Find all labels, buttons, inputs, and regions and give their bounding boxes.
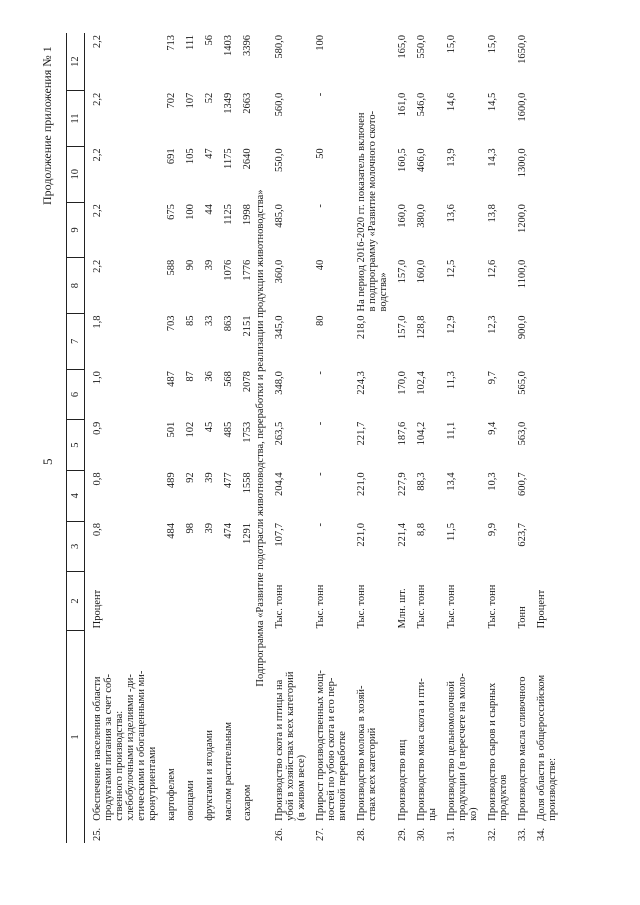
- cell-value: 1600,0: [517, 92, 528, 122]
- cell-value: 39: [204, 472, 215, 483]
- cell-value: 1403: [223, 35, 234, 56]
- cell-value: 157,0: [397, 259, 408, 284]
- cell-value: [529, 258, 559, 314]
- cell-value: 702: [166, 92, 177, 109]
- cell-value: 102,4: [416, 371, 427, 395]
- cell-value: 8,8: [416, 523, 427, 537]
- row-number: 29.: [397, 827, 408, 841]
- table-row: [510, 33, 529, 843]
- row-number: [159, 823, 178, 843]
- cell-value: 160,0: [416, 259, 427, 284]
- table-row: [308, 33, 349, 843]
- cell-value: 88,3: [416, 472, 427, 491]
- cell-value: 52: [204, 92, 215, 104]
- cell-value: 691: [166, 148, 177, 165]
- cell-value: [529, 420, 559, 471]
- row-name-line: кронутриентами: [147, 746, 158, 821]
- row-name-line: Производство скота и птицы на: [274, 679, 285, 821]
- cell-value: 39: [204, 259, 215, 271]
- row-unit: [216, 572, 235, 631]
- row-name-line: Производство яиц: [397, 739, 408, 821]
- cell-value: 489: [166, 472, 177, 489]
- cell-value: 2,2: [92, 35, 103, 49]
- row-unit: [178, 572, 197, 631]
- row-number: 25.: [92, 827, 103, 841]
- row-name-line: маслом растительным: [223, 721, 234, 821]
- cell-value: 12,3: [487, 315, 498, 334]
- row-unit: Тыс. тонн: [356, 584, 367, 629]
- cell-value: 1291: [242, 523, 253, 545]
- cell-value: 588: [166, 259, 177, 276]
- page-number: 5: [40, 458, 55, 465]
- cell-value: 477: [223, 472, 234, 489]
- cell-value: 221,4: [397, 523, 408, 547]
- table-body-production: [390, 33, 559, 843]
- table-row: [159, 33, 178, 843]
- cell-value: 11,3: [446, 371, 457, 390]
- cell-value: 204,4: [274, 472, 285, 497]
- cell-value: 580,0: [274, 35, 285, 59]
- cell-value: 546,0: [416, 92, 427, 117]
- cell-value: 14,5: [487, 92, 498, 112]
- row-name: [510, 630, 529, 822]
- row-name-line: сахаром: [242, 784, 253, 821]
- cell-value: 9,9: [487, 523, 498, 537]
- cell-value: 45: [204, 421, 215, 433]
- table-row: [216, 33, 235, 843]
- cell-value: 11,1: [446, 421, 457, 440]
- row-name: [85, 630, 160, 822]
- cell-value: 85: [185, 315, 196, 326]
- row-unit: Тыс. тонн: [446, 584, 457, 629]
- row-name: [197, 630, 216, 822]
- cell-value: 9,7: [487, 371, 498, 385]
- cell-value: 0,8: [92, 472, 103, 486]
- cell-value: 1125: [223, 204, 234, 225]
- cell-value: 111: [185, 35, 196, 50]
- data-table: [66, 33, 559, 843]
- cell-value: 224,3: [356, 371, 367, 395]
- table-row: [267, 33, 308, 843]
- col-header: 7: [67, 313, 85, 369]
- text-line: ствах всех категорий: [367, 727, 378, 821]
- row-name-line: продукции (в пересчете на моло-: [457, 673, 468, 821]
- row-number: [235, 823, 254, 843]
- row-name-line: вичной переработке: [337, 731, 348, 821]
- cell-value: 550,0: [416, 35, 427, 59]
- row-number: 26.: [274, 827, 285, 841]
- cell-value: 2,2: [92, 92, 103, 106]
- row-name: [159, 630, 178, 822]
- cell-value: 863: [223, 315, 234, 332]
- cell-value: 550,0: [274, 148, 285, 173]
- cell-value: -: [315, 371, 326, 375]
- cell-value: -: [315, 472, 326, 476]
- cell-value: 15,0: [487, 35, 498, 54]
- cell-value: 466,0: [416, 148, 427, 173]
- col-header: 3: [67, 521, 85, 572]
- table-row: [349, 33, 390, 843]
- row-name-line: Производство мяса скота и пти-: [416, 678, 427, 821]
- row-name-line: Прирост производственных мощ-: [315, 670, 326, 821]
- cell-value: 47: [204, 148, 215, 159]
- cell-value: [529, 33, 559, 91]
- row-number: 27.: [315, 827, 326, 841]
- cell-value: 87: [185, 371, 196, 382]
- row-unit: [197, 572, 216, 631]
- cell-value: 15,0: [446, 35, 457, 54]
- row-name-line: убой в хозяйствах всех категорий: [285, 671, 296, 821]
- cell-value: 187,6: [397, 421, 408, 446]
- cell-value: 1300,0: [517, 148, 528, 178]
- cell-value: 128,8: [416, 315, 427, 340]
- row-name: [480, 630, 510, 822]
- row-number: 31.: [446, 827, 457, 841]
- cell-value: 563,0: [517, 421, 528, 446]
- cell-value: 9,4: [487, 421, 498, 435]
- cell-value: 0,8: [92, 523, 103, 537]
- cell-value: 900,0: [517, 315, 528, 340]
- cell-value: 1998: [242, 204, 253, 226]
- cell-value: 1200,0: [517, 204, 528, 233]
- row-name-line: продуктами питания за счет соб-: [103, 674, 114, 821]
- cell-value: 263,5: [274, 421, 285, 446]
- cell-value: 14,6: [446, 92, 457, 112]
- row-name: [439, 630, 480, 822]
- cell-value: 40: [315, 259, 326, 271]
- cell-value: 221,0: [356, 472, 367, 497]
- cell-value: 2,2: [92, 204, 103, 218]
- row-name-line: ко): [468, 807, 479, 821]
- row-name-line: Производство масла сливочного: [517, 676, 528, 821]
- table-row: [178, 33, 197, 843]
- row-name-line: Обеспечение населения области: [92, 676, 103, 821]
- row-name-line: Доля области в общероссийском: [536, 674, 547, 821]
- row-unit: Тыс. тонн: [416, 584, 427, 629]
- text-line: На период 2016-2020 гг. показатель включен: [356, 112, 367, 312]
- row-unit: Тыс. тонн: [487, 584, 498, 629]
- cell-value: 10,3: [487, 472, 498, 491]
- cell-value: 1776: [242, 259, 253, 281]
- cell-value: 13,9: [446, 148, 457, 167]
- row-name-line: цы: [427, 808, 438, 821]
- row-name: [529, 630, 559, 822]
- row-name-line: ственного производства:: [114, 710, 125, 821]
- cell-value: 13,4: [446, 472, 457, 491]
- row-name-line: етическими и обогащенными ми-: [136, 670, 147, 821]
- row-name-line: производстве:: [547, 757, 558, 821]
- cell-value: 675: [166, 204, 177, 220]
- cell-value: 39: [204, 523, 215, 534]
- cell-value: 345,0: [274, 315, 285, 340]
- cell-value: 44: [204, 204, 215, 215]
- cell-value: 2640: [242, 148, 253, 170]
- cell-value: 92: [185, 472, 196, 483]
- row-name: [390, 630, 409, 822]
- cell-value: 161,0: [397, 92, 408, 117]
- cell-value: 2,2: [92, 148, 103, 162]
- cell-value: 107: [185, 92, 196, 109]
- cell-value: 221,0: [356, 523, 367, 547]
- cell-value: 14,3: [487, 148, 498, 167]
- table-body-food: [85, 33, 255, 843]
- cell-value: 56: [204, 35, 215, 46]
- col-header: 6: [67, 369, 85, 420]
- table-row: [235, 33, 254, 843]
- cell-value: 623,7: [517, 523, 528, 547]
- row-number: 28.: [356, 827, 367, 841]
- cell-value: 107,7: [274, 523, 285, 547]
- row-name: [216, 630, 235, 822]
- text-line: водства»: [378, 272, 389, 312]
- cell-value: -: [315, 92, 326, 97]
- table-row: [390, 33, 409, 843]
- section-title: Подпрограмма «Развитие подотрасли животноводства, переработки и реализации продукции животноводства»: [255, 189, 266, 687]
- cell-value: [529, 470, 559, 521]
- cell-value: 487: [166, 371, 177, 387]
- row-number: [178, 823, 197, 843]
- row-number: [216, 823, 235, 843]
- cell-value: 600,7: [517, 472, 528, 497]
- cell-value: 102: [185, 421, 196, 438]
- cell-value: 1100,0: [517, 259, 528, 289]
- cell-value: 11,5: [446, 523, 457, 542]
- cell-value: 380,0: [416, 204, 427, 228]
- cell-value: 13,8: [487, 204, 498, 223]
- cell-value: 12,5: [446, 259, 457, 279]
- cell-value: 36: [204, 371, 215, 382]
- cell-value: 0,9: [92, 421, 103, 435]
- row-name-line: овощами: [185, 780, 196, 821]
- cell-value: 157,0: [397, 315, 408, 340]
- cell-value: 565,0: [517, 371, 528, 395]
- row-unit: Млн. шт.: [397, 588, 408, 629]
- col-header: 11: [67, 91, 85, 147]
- cell-value: 485: [223, 421, 234, 438]
- section-row: [254, 33, 267, 843]
- cell-value: 165,0: [397, 35, 408, 59]
- row-name-line: картофелем: [166, 768, 177, 821]
- row-number: 32.: [487, 827, 498, 841]
- row-unit: [235, 572, 254, 631]
- cell-value: 12,6: [487, 259, 498, 279]
- cell-value: 13,6: [446, 204, 457, 223]
- text-line: Производство молока в хозяй-: [356, 685, 367, 821]
- row-name-line: Производство цельномолочной: [446, 680, 457, 821]
- cell-value: 1076: [223, 259, 234, 281]
- cell-value: 98: [185, 523, 196, 534]
- row-name: [349, 630, 390, 822]
- cell-value: 221,7: [356, 421, 367, 446]
- row-name-line: ностей по убою скота и его пер-: [326, 677, 337, 821]
- row-name-line: Производство сыров и сырных: [487, 682, 498, 821]
- cell-value: [529, 91, 559, 147]
- cell-value: 3396: [242, 35, 253, 56]
- row-unit: Тонн: [517, 606, 528, 629]
- cell-value: 33: [204, 315, 215, 326]
- row-unit: Тыс. тонн: [315, 584, 326, 629]
- cell-value: 1753: [242, 421, 253, 443]
- cell-value: 1,0: [92, 371, 103, 385]
- row-name: [409, 630, 439, 822]
- table-row: [197, 33, 216, 843]
- cell-value: 2663: [242, 92, 253, 114]
- cell-value: 703: [166, 315, 177, 332]
- row-name-line: (в живом весе): [296, 754, 307, 821]
- cell-value: 348,0: [274, 371, 285, 395]
- row-name: [235, 630, 254, 822]
- table-body-livestock: [267, 33, 349, 843]
- col-header: 1: [67, 630, 85, 843]
- row-name-line: продуктов: [498, 774, 509, 821]
- cell-value: 568: [223, 371, 234, 387]
- table-row: [409, 33, 439, 843]
- header-row: [67, 33, 85, 843]
- cell-value: 100: [185, 204, 196, 220]
- cell-value: 12,9: [446, 315, 457, 334]
- text-line: в подпрограмму «Развитие молочного ското-: [367, 110, 378, 312]
- table-row: [529, 33, 559, 843]
- cell-value: 501: [166, 421, 177, 438]
- cell-value: 485,0: [274, 204, 285, 228]
- row-unit: [159, 572, 178, 631]
- cell-value: [529, 521, 559, 572]
- table-row: [480, 33, 510, 843]
- col-header: 10: [67, 146, 85, 202]
- row-unit: Процент: [536, 589, 547, 629]
- table-row: [85, 33, 160, 843]
- col-header: 9: [67, 202, 85, 258]
- cell-value: [529, 146, 559, 202]
- cell-value: 1650,0: [517, 35, 528, 64]
- cell-value: 50: [315, 148, 326, 159]
- table-row: [439, 33, 480, 843]
- row-name: [178, 630, 197, 822]
- row-name-line: фруктами и ягодами: [204, 730, 215, 821]
- cell-value: -: [315, 523, 326, 527]
- row-unit: Тыс. тонн: [274, 584, 285, 629]
- cell-value: 1558: [242, 472, 253, 494]
- cell-value: 80: [315, 315, 326, 326]
- row-number: 30.: [416, 827, 427, 841]
- row-name-line: хлебобулочными изделиями -ди-: [125, 674, 136, 821]
- continuation-label: Продолжение приложения № 1: [40, 46, 54, 205]
- cell-value: 2151: [242, 315, 253, 337]
- cell-value: 713: [166, 35, 177, 51]
- cell-value: 2078: [242, 371, 253, 393]
- cell-value: 160,5: [397, 148, 408, 173]
- cell-value: 360,0: [274, 259, 285, 284]
- cell-value: 90: [185, 259, 196, 271]
- col-header: 2: [67, 572, 85, 631]
- cell-value: 484: [166, 523, 177, 539]
- merged-note: [349, 33, 390, 313]
- cell-value: -: [315, 204, 326, 208]
- cell-value: 474: [223, 523, 234, 539]
- row-number: 33.: [517, 827, 528, 841]
- cell-value: [529, 369, 559, 420]
- cell-value: 100: [315, 35, 326, 51]
- cell-value: 170,0: [397, 371, 408, 395]
- cell-value: 560,0: [274, 92, 285, 117]
- cell-value: [529, 313, 559, 369]
- col-header: 5: [67, 420, 85, 471]
- cell-value: -: [315, 421, 326, 426]
- row-unit: Процент: [92, 589, 103, 629]
- cell-value: [529, 202, 559, 258]
- cell-value: 1349: [223, 92, 234, 114]
- cell-value: 105: [185, 148, 196, 165]
- col-header: 4: [67, 470, 85, 521]
- row-name: [267, 630, 308, 822]
- row-number: 34.: [536, 827, 547, 841]
- cell-value: 227,9: [397, 472, 408, 497]
- cell-value: 2,2: [92, 259, 103, 273]
- cell-value: 218,0: [356, 315, 367, 340]
- row-number: [197, 823, 216, 843]
- cell-value: 104,2: [416, 421, 427, 446]
- cell-value: 160,0: [397, 204, 408, 228]
- row-name: [308, 630, 349, 822]
- cell-value: 1,8: [92, 315, 103, 329]
- col-header: 8: [67, 258, 85, 314]
- cell-value: 1175: [223, 148, 234, 170]
- col-header: 12: [67, 33, 85, 91]
